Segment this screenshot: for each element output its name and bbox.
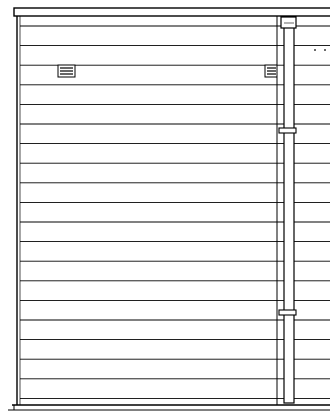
upper-downspout-bracket — [279, 128, 296, 133]
roof-fascia — [14, 8, 330, 16]
wall-outline — [17, 16, 277, 405]
lower-downspout-bracket — [279, 310, 296, 315]
fastener-dots — [314, 49, 326, 51]
foundation-base — [8, 405, 330, 410]
right-gable-vent — [265, 65, 277, 77]
downspout-pipe — [281, 17, 296, 403]
left-gable-vent — [58, 65, 75, 77]
